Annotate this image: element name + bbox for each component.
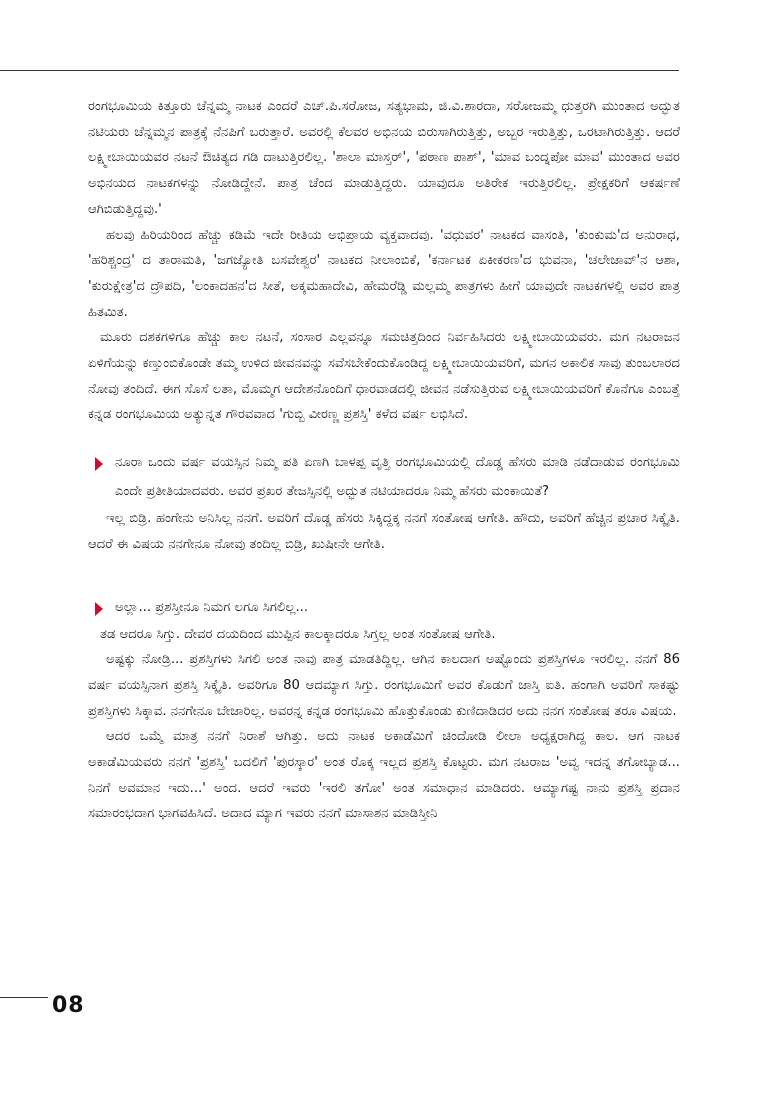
question-marker-icon <box>95 457 103 471</box>
interview-question-2 <box>88 593 680 622</box>
answer-text: ಅಷ್ಟಕ್ಕು ನೋಡ್ರಿ... ಪ್ರಶಸ್ತಿಗಳು ಸಿಗಲಿ ಅಂತ ನಾವು ಪಾತ್ರ ಮಾಡತಿದ್ದಿಲ್ಲ. ಆಗಿನ ಕಾಲದಾಗ ಅಷ್ಟೊಂದು ಪ್ರಶಸ್ತಿಗಳೂ ಇರಲಿಲ್ಲ. ನನಗೆ 86 ವರ್ಷ ವಯಸ್ಸಿನಾಗ ಪ್ರಶಸ್ತಿ ಸಿಕ್ಕೈತಿ. ಅವರಿಗೂ 80 ಆದಮ್ಯಾಗ ಸಿಗ್ತು. ರಂಗಭೂಮಿಗೆ ಅವರ ಕೊಡುಗೆ ಜಾಸ್ತಿ ಐತಿ. ಹಂಗಾಗಿ ಅವರಿಗೆ ಸಾಕಷ್ಟು ಪ್ರಶಸ್ತಿಗಳು ಸಿಕ್ಕಾವ. ನನಗೇನೂ ಬೇಜಾರಿಲ್ಲ. ಅವರನ್ನ ಕನ್ನಡ ರಂಗಭೂಮಿ ಹೊತ್ತುಕೊಂಡು ಕುಣಿದಾಡಿದರ ಅದು ನನಗ ಸಂತೋಷ ತರೂ ವಿಷಯ. <box>88 652 680 719</box>
interview-question-1 <box>88 448 680 506</box>
paragraph-career: ಮೂರು ದಶಕಗಳಿಗೂ ಹೆಚ್ಚು ಕಾಲ ನಟನೆ, ಸಂಸಾರ ಎಲ್ಲವನ್ನೂ ಸಮಚಿತ್ತದಿಂದ ನಿರ್ವಹಿಸಿದರು ಲಕ್ಷ್ಮೀಬಾಯಿಯವರು. ಮಗ ನಟರಾಜನ ಏಳಿಗೆಯನ್ನು ಕಣ್ತುಂಬಿಕೊಂಡೇ ತಮ್ಮ ಉಳಿದ ಜೀವನವನ್ನು ಸವೆಸಬೇಕೆಂದುಕೊಂಡಿದ್ದ ಲಕ್ಷ್ಮೀಬಾಯಿಯವರಿಗೆ, ಮಗನ ಅಕಾಲಿಕ ಸಾವು ತುಂಬಲಾರದ ನೋವು ತಂದಿದೆ. ಈಗ ಸೊಸೆ ಲತಾ, ಮೊಮ್ಮಗ ಆದೇಶನೊಂದಿಗೆ ಧಾರವಾಡದಲ್ಲಿ ಜೀವನ ನಡೆಸುತ್ತಿರುವ ಲಕ್ಷ್ಮೀಬಾಯಿಯವರಿಗೆ ಕೊನೆಗೂ ಎಂಬತ್ತೆ ಕನ್ನಡ ರಂಗಭೂಮಿಯ ಅತ್ಯುನ್ನತ ಗೌರವವಾದ 'ಗುಬ್ಬಿ ವೀರಣ್ಣ ಪ್ರಶಸ್ತಿ' ಕಳೆದ ವರ್ಷ ಲಭಿಸಿದೆ. <box>88 330 680 423</box>
question-text: ಅಲ್ಲಾ... ಪ್ರಶಸ್ತೀನೂ ನಿಮಗ ಲಗೂ ಸಿಗಲಿಲ್ಲ... <box>115 599 309 615</box>
answer-text: ಆದರ ಒಮ್ಮೆ ಮಾತ್ರ ನನಗೆ ನಿರಾಶೆ ಆಗಿತ್ತು. ಅದು ನಾಟಕ ಅಕಾಡೆಮಿಗೆ ಚಿಂದೋಡಿ ಲೀಲಾ ಅಧ್ಯಕ್ಷರಾಗಿದ್ದ ಕಾಲ. ಆಗ ನಾಟಕ ಅಕಾಡೆಮಿಯವರು ನನಗೆ 'ಪ್ರಶಸ್ತಿ' ಬದಲಿಗೆ 'ಪುರಸ್ಕಾರ' ಅಂತ ರೊಕ್ಕ ಇಲ್ಲದ ಪ್ರಶಸ್ತಿ ಕೊಟ್ಟರು. ಮಗ ನಟರಾಜ 'ಅವ್ವ ಇದನ್ನ ತಗೋಬ್ಯಾಡ... ನಿನಗೆ ಅವಮಾನ ಇದು...' ಅಂದ. ಆದರೆ ಇವರು 'ಇರಲಿ ತಗೋ' ಅಂತ ಸಮಾಧಾನ ಮಾಡಿದರು. ಆಮ್ಯಾಗಷ್ಟ ನಾನು ಪ್ರಶಸ್ತಿ ಪ್ರದಾನ ಸಮಾರಂಭದಾಗ ಭಾಗವಹಿಸಿದೆ. ಅದಾದ ಮ್ಯಾಗ ಇವರು ನನಗೆ ಮಾಸಾಶನ ಮಾಡಿಸ್ತೀನಿ <box>88 729 680 822</box>
article-body <box>88 94 680 827</box>
paragraph-opinions: ಹಲವು ಹಿರಿಯರಿಂದ ಹೆಚ್ಚು ಕಡಿಮೆ ಇದೇ ರೀತಿಯ ಅಭಿಪ್ರಾಯ ವ್ಯಕ್ತವಾದವು. 'ವಧುವರ' ನಾಟಕದ ವಾಸಂತಿ, 'ಕುಂಕುಮ'ದ ಅನುರಾಧ, 'ಹರಿಶ್ಚಂದ್ರ' ದ ತಾರಾಮತಿ, 'ಜಗಜ್ಯೋತಿ ಬಸವೇಶ್ವರ' ನಾಟಕದ ನೀಲಾಂಬಿಕೆ, 'ಕರ್ನಾಟಕ ಏಕೀಕರಣ'ದ ಭುವನಾ, 'ಚಲೇಜಾವ್'ನ ಆಶಾ, 'ಕುರುಕ್ಷೇತ್ರ'ದ ದ್ರೌಪದಿ, 'ಲಂಕಾದಹನ'ದ ಸೀತೆ, ಅಕ್ಕಮಹಾದೇವಿ, ಹೇಮರೆಡ್ಡಿ ಮಲ್ಲಮ್ಮ ಪಾತ್ರಗಳು ಹೀಗೆ ಯಾವುದೇ ನಾಟಕಗಳಲ್ಲಿ ಅವರ ಪಾತ್ರ ಹಿತಮಿತ. <box>88 227 680 320</box>
question-marker-icon <box>95 602 103 616</box>
question-text: ನೂರಾ ಒಂದು ವರ್ಷ ವಯಸ್ಸಿನ ನಿಮ್ಮ ಪತಿ ಏಣಗಿ ಬಾಳಪ್ಪ ವೃತ್ತಿ ರಂಗಭೂಮಿಯಲ್ಲಿ ದೊಡ್ಡ ಹೆಸರು ಮಾಡಿ ನಡೆದಾಡುವ ರಂಗಭೂಮಿ ಎಂದೇ ಪ್ರತೀತಿಯಾದವರು. ಅವರ ಪ್ರಖರ ತೇಜಸ್ಸಿನಲ್ಲಿ ಅದ್ಭುತ ನಟಿಯಾದರೂ ನಿಮ್ಮ ಹೆಸರು ಮಂಕಾಯಿತೆ? <box>115 455 680 500</box>
page-number: 08 <box>52 993 85 1018</box>
answer-text: ಇಲ್ಲ ಬಿಡ್ರಿ. ಹಂಗೇನು ಅನಿಸಿಲ್ಲ ನನಗೆ. ಅವರಿಗೆ ದೊಡ್ಡ ಹೆಸರು ಸಿಕ್ಕಿದ್ದಕ್ಕ ನನಗೆ ಸಂತೋಷ ಆಗೇತಿ. ಹೌದು, ಅವರಿಗೆ ಹೆಚ್ಚಿನ ಪ್ರಚಾರ ಸಿಕ್ಕೈತಿ. ಆದರೆ ಈ ವಿಷಯ ನನಗೇನೂ ನೋವು ತಂದಿಲ್ಲ ಬಿಡ್ರಿ, ಖುಷೀನೇ ಆಗೇತಿ. <box>88 511 680 552</box>
top-rule <box>0 70 679 71</box>
answer-text: ತಡ ಆದರೂ ಸಿಗ್ತು. ದೇವರ ದಯದಿಂದ ಮುಪ್ಪಿನ ಕಾಲಕ್ಕಾದರೂ ಸಿಗ್ತಲ್ಲ ಅಂತ ಸಂತೋಷ ಆಗೇತಿ. <box>100 626 496 642</box>
paragraph-intro: ರಂಗಭೂಮಿಯ ಕಿತ್ತೂರು ಚೆನ್ನಮ್ಮ ನಾಟಕ ಎಂದರೆ ಎಚ್.ಪಿ.ಸರೋಜ, ಸತ್ಯಭಾಮ, ಜಿ.ವಿ.ಶಾರದಾ, ಸರೋಜಮ್ಮ ಧುತ್ತರಗಿ ಮುಂತಾದ ಅದ್ಭುತ ನಟಿಯರು ಚೆನ್ನಮ್ಮನ ಪಾತ್ರಕ್ಕೆ ನೆನಪಿಗೆ ಬರುತ್ತಾರೆ. ಅವರಲ್ಲಿ ಕೆಲವರ ಅಭಿನಯ ಬಿರುಸಾಗಿರುತ್ತಿತ್ತು, ಅಬ್ಬರ ಇರುತ್ತಿತ್ತು, ಒರಟಾಗಿರುತ್ತಿತ್ತು. ಆದರೆ ಲಕ್ಷ್ಮೀಬಾಯಿಯವರ ನಟನೆ ಔಚಿತ್ಯದ ಗಡಿ ದಾಟುತ್ತಿರಲಿಲ್ಲ. 'ಶಾಲಾ ಮಾಸ್ತರ್', 'ಪಠಾಣ ಪಾಶ್', 'ಮಾವ ಬಂದ್ನಪೋ ಮಾವ' ಮುಂತಾದ ಅವರ ಅಭಿನಯದ ನಾಟಕಗಳನ್ನು ನೋಡಿದ್ದೇನೆ. ಪಾತ್ರ ಚೆಂದ ಮಾಡುತ್ತಿದ್ದರು. ಯಾವುದೂ ಅತಿರೇಕ ಇರುತ್ತಿರಲಿಲ್ಲ. ಪ್ರೇಕ್ಷಕರಿಗೆ ಆಕರ್ಷಣೆ ಆಗಿಬಿಡುತ್ತಿದ್ದವು.' <box>88 99 680 217</box>
page-number-rule <box>0 997 48 998</box>
